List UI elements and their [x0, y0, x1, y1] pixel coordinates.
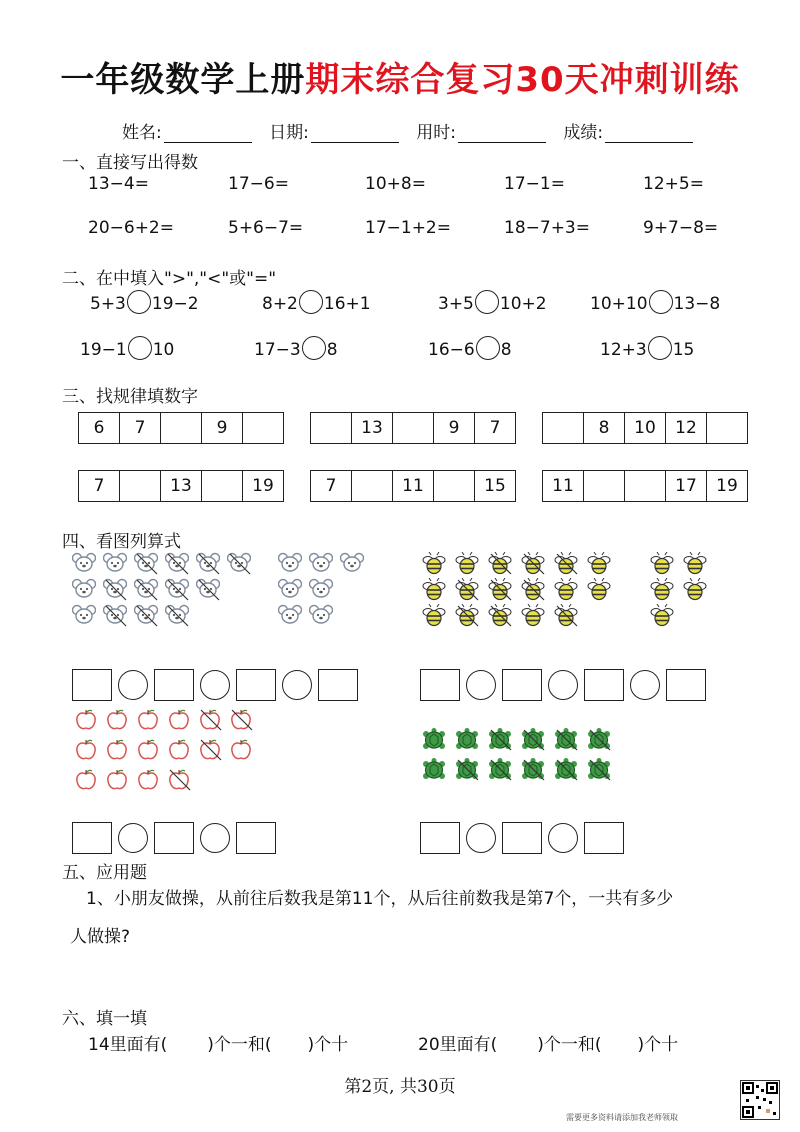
problem: 13−4=	[88, 174, 149, 194]
koala-icon	[340, 552, 364, 576]
apple-icon	[229, 738, 253, 762]
problem: 5+6−7=	[228, 218, 304, 238]
koala-icon	[103, 552, 127, 576]
apple-crossed-icon	[167, 768, 191, 792]
right-expr: 10	[152, 340, 175, 360]
apple-crossed-icon	[229, 708, 253, 732]
seq-cell[interactable]	[434, 471, 475, 501]
turtle-crossed-icon	[554, 728, 578, 752]
sequence-row	[78, 412, 284, 444]
operator-circle[interactable]	[466, 823, 496, 853]
bee-crossed-icon	[455, 578, 479, 602]
koala-icon	[309, 604, 333, 628]
answer-circle[interactable]	[475, 290, 499, 314]
bee-crossed-icon	[521, 552, 545, 576]
left-expr: 16−6	[428, 340, 475, 360]
compare-item	[262, 292, 371, 316]
number-box[interactable]	[420, 669, 460, 701]
section5-heading: 五、应用题	[62, 863, 147, 883]
seq-cell: 10	[625, 413, 666, 443]
seq-cell: 8	[584, 413, 625, 443]
answer-circle[interactable]	[476, 336, 500, 360]
seq-cell: 17	[666, 471, 707, 501]
seq-cell[interactable]	[707, 413, 747, 443]
operator-circle[interactable]	[200, 670, 230, 700]
seq-cell: 13	[161, 471, 202, 501]
koala-icon	[278, 604, 302, 628]
right-expr: 13−8	[673, 294, 721, 314]
seq-cell[interactable]	[543, 413, 584, 443]
seq-cell[interactable]	[584, 471, 625, 501]
word-problem-line1: 1、小朋友做操，从前往后数我是第11个，从后往前数我是第7个，一共有多少	[86, 889, 674, 909]
sequence-row	[310, 412, 516, 444]
seq-cell[interactable]	[120, 471, 161, 501]
turtle-icon	[422, 758, 446, 782]
seq-cell: 6	[79, 413, 120, 443]
number-box[interactable]	[584, 822, 624, 854]
fill-blank-14	[88, 1030, 348, 1055]
operator-circle[interactable]	[548, 823, 578, 853]
problem: 17−1+2=	[365, 218, 451, 238]
compare-item	[600, 338, 694, 362]
bee-crossed-icon	[521, 578, 545, 602]
turtle-crossed-icon	[587, 728, 611, 752]
seq-cell[interactable]	[625, 471, 666, 501]
seq-cell: 7	[489, 418, 501, 438]
turtle-crossed-icon	[554, 758, 578, 782]
seq-cell: 13	[352, 413, 393, 443]
koala-icon	[278, 552, 302, 576]
time-label: 用时:	[416, 123, 457, 143]
bee-icon	[587, 578, 611, 602]
seq-cell[interactable]	[202, 471, 243, 501]
empty-slot	[683, 604, 707, 628]
sequence-row	[542, 470, 748, 502]
apple-icon	[136, 708, 160, 732]
number-box[interactable]	[502, 822, 542, 854]
seq-cell[interactable]	[311, 413, 352, 443]
problem: 17−1=	[504, 174, 565, 194]
bee-group	[650, 552, 711, 628]
section2-heading: 二、在中填入">","<"或"="	[62, 269, 277, 289]
bee-icon	[422, 604, 446, 628]
date-field[interactable]	[311, 126, 399, 143]
name-label: 姓名:	[122, 123, 162, 143]
left-expr: 17−3	[254, 340, 301, 360]
apple-icon	[167, 708, 191, 732]
operator-circle[interactable]	[466, 670, 496, 700]
empty-slot	[196, 604, 220, 628]
equation-boxes-bee	[420, 669, 706, 701]
koala-crossed-icon	[165, 604, 189, 628]
bee-crossed-icon	[488, 578, 512, 602]
blank-text: 14里面有(	[88, 1035, 168, 1055]
page-title	[0, 52, 800, 101]
koala-crossed-icon	[196, 578, 220, 602]
seq-cell[interactable]	[161, 413, 202, 443]
number-box[interactable]	[318, 669, 358, 701]
number-box[interactable]	[584, 669, 624, 701]
problem: 20−6+2=	[88, 218, 174, 238]
answer-circle[interactable]	[127, 290, 151, 314]
operator-circle[interactable]	[282, 670, 312, 700]
koala-icon	[72, 552, 96, 576]
apple-group-crossed	[74, 708, 255, 792]
koala-icon	[72, 604, 96, 628]
apple-icon	[136, 768, 160, 792]
apple-icon	[74, 738, 98, 762]
bee-icon	[422, 578, 446, 602]
qr-code-icon	[740, 1080, 780, 1120]
koala-icon	[278, 578, 302, 602]
empty-slot	[587, 604, 611, 628]
problem: 9+7−8=	[643, 218, 719, 238]
right-expr: 16+1	[323, 294, 371, 314]
turtle-picture	[422, 728, 615, 782]
koala-crossed-icon	[134, 552, 158, 576]
operator-circle[interactable]	[118, 670, 148, 700]
bee-crossed-icon	[554, 604, 578, 628]
koala-crossed-icon	[196, 552, 220, 576]
sequence-row	[78, 470, 284, 502]
equation-boxes-koala	[72, 669, 358, 701]
seq-cell: 19	[716, 476, 738, 496]
operator-circle[interactable]	[630, 670, 660, 700]
seq-cell: 9	[202, 413, 243, 443]
compare-item	[438, 292, 547, 316]
right-expr: 10+2	[499, 294, 547, 314]
apple-crossed-icon	[198, 738, 222, 762]
section4-heading: 四、看图列算式	[62, 532, 181, 552]
compare-item	[254, 338, 338, 362]
koala-crossed-icon	[134, 604, 158, 628]
empty-slot	[227, 604, 251, 628]
fill-blank-20	[418, 1030, 678, 1055]
seq-cell: 11	[393, 471, 434, 501]
seq-cell: 19	[252, 476, 274, 496]
koala-group-crossed	[72, 552, 253, 628]
seq-cell: 12	[666, 413, 707, 443]
koala-icon	[72, 578, 96, 602]
number-box[interactable]	[72, 669, 112, 701]
compare-item	[90, 292, 199, 316]
operator-circle[interactable]	[200, 823, 230, 853]
bee-picture-left	[422, 552, 615, 628]
seq-cell[interactable]	[352, 471, 393, 501]
turtle-crossed-icon	[521, 758, 545, 782]
number-box[interactable]	[666, 669, 706, 701]
number-box[interactable]	[72, 822, 112, 854]
bee-icon	[683, 578, 707, 602]
koala-crossed-icon	[165, 552, 189, 576]
left-expr: 3+5	[438, 294, 474, 314]
seq-cell: 7	[311, 471, 352, 501]
operator-circle[interactable]	[548, 670, 578, 700]
empty-slot	[340, 578, 364, 602]
blank-text: )个一和(	[207, 1035, 272, 1055]
date-label: 日期:	[269, 123, 309, 143]
turtle-crossed-icon	[587, 758, 611, 782]
koala-icon	[309, 552, 333, 576]
left-expr: 19−1	[80, 340, 127, 360]
right-expr: 8	[326, 340, 338, 360]
answer-circle[interactable]	[299, 290, 323, 314]
bee-picture-right	[650, 552, 711, 628]
koala-crossed-icon	[165, 578, 189, 602]
bee-icon	[650, 552, 674, 576]
koala-crossed-icon	[134, 578, 158, 602]
title-highlight: 期末综合复习30天冲刺训练	[305, 60, 740, 100]
left-expr: 12+3	[600, 340, 647, 360]
blank-text: )个十	[307, 1035, 349, 1055]
bee-icon	[683, 552, 707, 576]
sequence-row	[542, 412, 748, 444]
empty-slot	[340, 604, 364, 628]
apple-icon	[74, 708, 98, 732]
number-box[interactable]	[154, 669, 194, 701]
seq-cell[interactable]	[243, 413, 283, 443]
problem: 18−7+3=	[504, 218, 590, 238]
number-box[interactable]	[420, 822, 460, 854]
section1-heading: 一、直接写出得数	[62, 153, 198, 173]
answer-circle[interactable]	[649, 290, 673, 314]
blank-text: )个一和(	[537, 1035, 602, 1055]
score-label: 成绩:	[563, 123, 604, 143]
seq-cell: 7	[79, 471, 120, 501]
problem: 12+5=	[643, 174, 704, 194]
right-expr: 19−2	[151, 294, 199, 314]
student-info	[122, 118, 705, 143]
score-field[interactable]	[605, 126, 693, 143]
turtle-crossed-icon	[488, 758, 512, 782]
number-box[interactable]	[236, 822, 276, 854]
blank-text: 20里面有(	[418, 1035, 498, 1055]
operator-circle[interactable]	[118, 823, 148, 853]
answer-circle[interactable]	[648, 336, 672, 360]
turtle-crossed-icon	[521, 728, 545, 752]
equation-boxes-turtle	[420, 822, 624, 854]
turtle-icon	[455, 728, 479, 752]
name-field[interactable]	[164, 126, 252, 143]
compare-item	[590, 292, 720, 316]
turtle-icon	[422, 728, 446, 752]
koala-picture-right	[278, 552, 366, 628]
bee-crossed-icon	[488, 604, 512, 628]
bee-crossed-icon	[554, 552, 578, 576]
number-box[interactable]	[154, 822, 194, 854]
apple-crossed-icon	[198, 708, 222, 732]
title-main: 一年级数学上册	[60, 60, 306, 100]
answer-circle[interactable]	[302, 336, 326, 360]
seq-cell[interactable]	[393, 413, 434, 443]
qr-note: 需要更多资料请添加我老师领取	[566, 1113, 678, 1122]
number-box[interactable]	[236, 669, 276, 701]
left-expr: 8+2	[262, 294, 298, 314]
koala-crossed-icon	[227, 552, 251, 576]
sequence-row	[310, 470, 516, 502]
empty-slot	[227, 578, 251, 602]
answer-circle[interactable]	[128, 336, 152, 360]
seq-cell: 9	[434, 413, 475, 443]
bee-icon	[521, 604, 545, 628]
seq-cell: 11	[543, 471, 584, 501]
bee-icon	[650, 604, 674, 628]
apple-icon	[105, 738, 129, 762]
right-expr: 15	[672, 340, 695, 360]
apple-icon	[167, 738, 191, 762]
word-problem-line2: 人做操?	[70, 927, 131, 947]
page-number: 第2页, 共30页	[344, 1077, 456, 1097]
koala-crossed-icon	[103, 604, 127, 628]
section6-heading: 六、填一填	[62, 1009, 147, 1029]
apple-picture	[74, 708, 255, 792]
compare-item	[428, 338, 512, 362]
bee-group-crossed	[422, 552, 615, 628]
bee-icon	[554, 578, 578, 602]
turtle-group-crossed	[422, 728, 615, 782]
apple-icon	[74, 768, 98, 792]
koala-crossed-icon	[103, 578, 127, 602]
number-box[interactable]	[502, 669, 542, 701]
bee-crossed-icon	[455, 604, 479, 628]
koala-icon	[309, 578, 333, 602]
left-expr: 5+3	[90, 294, 126, 314]
empty-slot	[229, 768, 253, 792]
bee-icon	[455, 552, 479, 576]
empty-slot	[198, 768, 222, 792]
equation-boxes-apple	[72, 822, 276, 854]
koala-picture-left	[72, 552, 253, 628]
seq-cell: 7	[120, 413, 161, 443]
apple-icon	[105, 708, 129, 732]
time-field[interactable]	[458, 126, 546, 143]
bee-icon	[650, 578, 674, 602]
apple-icon	[105, 768, 129, 792]
bee-icon	[422, 552, 446, 576]
koala-group	[278, 552, 366, 628]
turtle-crossed-icon	[455, 758, 479, 782]
problem: 17−6=	[228, 174, 289, 194]
bee-icon	[587, 552, 611, 576]
left-expr: 10+10	[590, 294, 648, 314]
apple-icon	[136, 738, 160, 762]
bee-crossed-icon	[488, 552, 512, 576]
problem: 10+8=	[365, 174, 426, 194]
blank-text: )个十	[637, 1035, 679, 1055]
section3-heading: 三、找规律填数字	[62, 387, 198, 407]
compare-item	[80, 338, 174, 362]
seq-cell: 15	[484, 476, 506, 496]
right-expr: 8	[500, 340, 512, 360]
turtle-crossed-icon	[488, 728, 512, 752]
